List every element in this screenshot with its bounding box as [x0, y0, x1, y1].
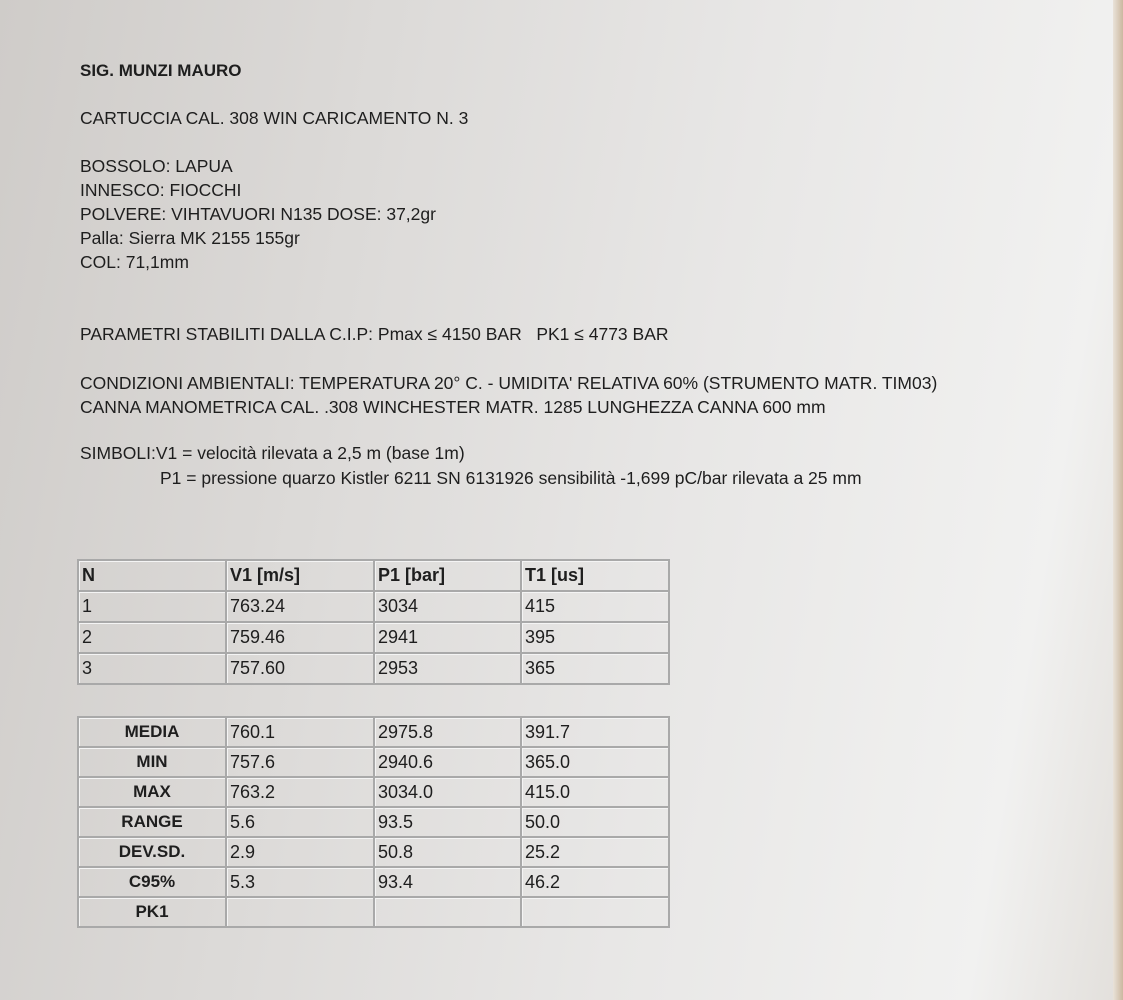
cell-v1: 757.60: [226, 653, 374, 684]
cell-t1: 415: [521, 591, 669, 622]
cell-v1: 763.24: [226, 591, 374, 622]
stat-row-min: [78, 747, 669, 777]
cell-n: 3: [78, 653, 226, 684]
symbol-v1: SIMBOLI:V1 = velocità rilevata a 2,5 m (base 1m): [80, 443, 465, 463]
header-t1: T1 [us]: [521, 560, 669, 591]
header-n: N: [78, 560, 226, 591]
stat-v1: 763.2: [226, 777, 374, 807]
stat-label: MEDIA: [78, 717, 226, 747]
stat-label: PK1: [78, 897, 226, 927]
cell-n: 1: [78, 591, 226, 622]
stat-label: DEV.SD.: [78, 837, 226, 867]
stat-p1: 93.4: [374, 867, 521, 897]
conditions-line-1: CONDIZIONI AMBIENTALI: TEMPERATURA 20° C. - UMIDITA' RELATIVA 60% (STRUMENTO MATR. TIM03): [80, 373, 938, 393]
stat-t1: 50.0: [521, 807, 669, 837]
stat-label: MIN: [78, 747, 226, 777]
table-row: [78, 622, 669, 653]
cell-t1: 365: [521, 653, 669, 684]
cell-p1: 2941: [374, 622, 521, 653]
stat-row-range: [78, 807, 669, 837]
stat-p1: 2975.8: [374, 717, 521, 747]
stat-v1: 757.6: [226, 747, 374, 777]
stat-p1: 3034.0: [374, 777, 521, 807]
cell-p1: 2953: [374, 653, 521, 684]
cell-t1: 395: [521, 622, 669, 653]
stat-p1: [374, 897, 521, 927]
stat-v1: 5.3: [226, 867, 374, 897]
conditions-line-2: CANNA MANOMETRICA CAL. .308 WINCHESTER MATR. 1285 LUNGHEZZA CANNA 600 mm: [80, 397, 826, 417]
stat-t1: 46.2: [521, 867, 669, 897]
measurements-header-row: [78, 560, 669, 591]
stat-t1: 391.7: [521, 717, 669, 747]
stat-row-max: [78, 777, 669, 807]
measurements-table: [77, 559, 670, 685]
bullet-line: Palla: Sierra MK 2155 155gr: [80, 228, 300, 248]
stat-t1: 25.2: [521, 837, 669, 867]
stat-row-media: [78, 717, 669, 747]
statistics-table: [77, 716, 670, 928]
stat-t1: [521, 897, 669, 927]
header-p1: P1 [bar]: [374, 560, 521, 591]
cartridge-title: CARTUCCIA CAL. 308 WIN CARICAMENTO N. 3: [80, 108, 469, 128]
stat-row-devsd: [78, 837, 669, 867]
stat-v1: 5.6: [226, 807, 374, 837]
header-v1: V1 [m/s]: [226, 560, 374, 591]
powder-line: POLVERE: VIHTAVUORI N135 DOSE: 37,2gr: [80, 204, 436, 224]
stat-v1: 2.9: [226, 837, 374, 867]
stat-p1: 2940.6: [374, 747, 521, 777]
cip-parameters: PARAMETRI STABILITI DALLA C.I.P: Pmax ≤ 4150 BAR PK1 ≤ 4773 BAR: [80, 324, 669, 344]
stat-row-c95: [78, 867, 669, 897]
stat-label: RANGE: [78, 807, 226, 837]
stat-p1: 50.8: [374, 837, 521, 867]
stat-v1: 760.1: [226, 717, 374, 747]
stat-label: MAX: [78, 777, 226, 807]
stat-label: C95%: [78, 867, 226, 897]
cell-p1: 3034: [374, 591, 521, 622]
primer-line: INNESCO: FIOCCHI: [80, 180, 242, 200]
stat-p1: 93.5: [374, 807, 521, 837]
case-line: BOSSOLO: LAPUA: [80, 156, 233, 176]
stat-t1: 365.0: [521, 747, 669, 777]
stat-t1: 415.0: [521, 777, 669, 807]
stat-row-pk1: [78, 897, 669, 927]
client-name: SIG. MUNZI MAURO: [80, 61, 242, 80]
stat-v1: [226, 897, 374, 927]
table-row: [78, 591, 669, 622]
symbol-p1: P1 = pressione quarzo Kistler 6211 SN 6131926 sensibilità -1,699 pC/bar rilevata a 25 mm: [160, 468, 862, 488]
col-line: COL: 71,1mm: [80, 252, 189, 272]
paper-edge: [1113, 0, 1123, 1000]
cell-n: 2: [78, 622, 226, 653]
cell-v1: 759.46: [226, 622, 374, 653]
table-row: [78, 653, 669, 684]
